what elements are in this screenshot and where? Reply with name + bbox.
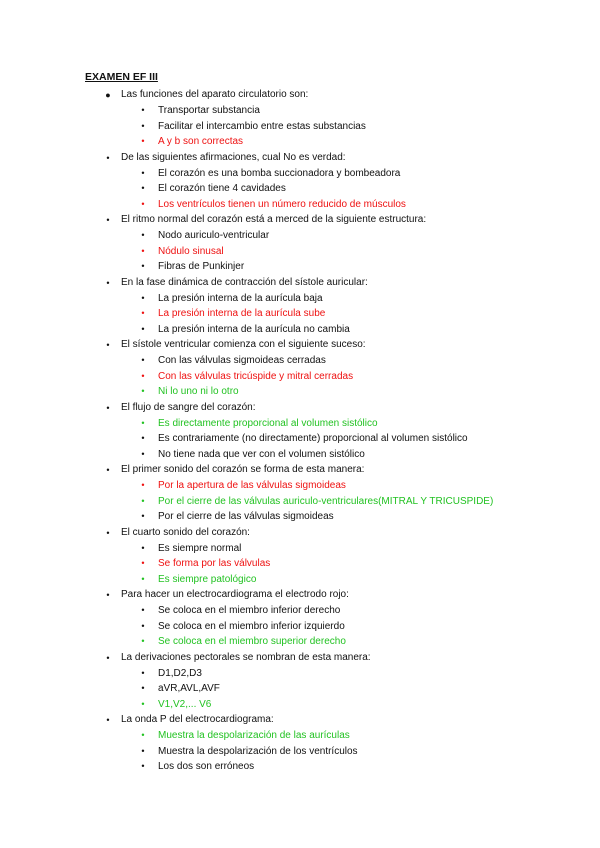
- question-text: Para hacer un electrocardiograma el electrodo rojo:: [121, 589, 349, 600]
- answer-option: [0, 603, 600, 619]
- answer-option: [0, 759, 600, 775]
- option-bullet: •: [141, 323, 145, 334]
- option-bullet: •: [141, 495, 145, 506]
- question-bullet: •: [106, 215, 110, 225]
- answer-option-green: [0, 384, 600, 400]
- option-text: El corazón tiene 4 cavidades: [158, 183, 286, 194]
- question-bullet: •: [106, 527, 110, 538]
- option-text: El corazón es una bomba succionadora y bombeadora: [158, 167, 401, 179]
- answer-option: [0, 431, 600, 447]
- option-text: No tiene nada que ver con el volumen sistólico: [158, 448, 365, 460]
- answer-option-green: [0, 697, 600, 713]
- option-bullet: •: [141, 105, 145, 115]
- option-bullet: •: [141, 136, 145, 146]
- answer-option-green: [0, 728, 600, 744]
- question-item: [0, 462, 600, 478]
- question-item: [0, 525, 600, 541]
- question-bullet: •: [106, 277, 110, 288]
- answer-option: [0, 259, 600, 275]
- option-text: Se coloca en el miembro inferior izquierdo: [158, 620, 345, 632]
- answer-option: [0, 166, 600, 182]
- option-bullet: •: [141, 730, 145, 740]
- answer-option-green: [0, 634, 600, 650]
- option-bullet: •: [141, 511, 145, 521]
- question-list: [0, 87, 600, 775]
- option-text: La presión interna de la aurícula no cambia: [158, 323, 350, 335]
- option-text: A y b son correctas: [158, 136, 244, 147]
- answer-option: [0, 447, 600, 463]
- option-bullet: •: [141, 636, 145, 646]
- question-text: El sístole ventricular comienza con el siguiente suceso:: [121, 339, 366, 350]
- question-bullet: •: [106, 715, 110, 725]
- question-text: El cuarto sonido del corazón:: [121, 526, 250, 538]
- question-text: La onda P del electrocardiograma:: [121, 714, 274, 725]
- option-bullet: •: [141, 605, 145, 615]
- option-text: Transportar substancia: [158, 105, 260, 116]
- document-title: EXAMEN EF III: [85, 71, 158, 83]
- question-text: En la fase dinámica de contracción del sístole auricular:: [121, 276, 368, 288]
- option-text: Con las válvulas tricúspide y mitral cerradas: [158, 370, 354, 382]
- option-text: D1,D2,D3: [158, 667, 202, 679]
- question-item: [0, 337, 600, 353]
- answer-option: [0, 291, 600, 307]
- answer-option-red: [0, 306, 600, 322]
- answer-option: [0, 103, 600, 119]
- option-text: V1,V2,... V6: [158, 698, 212, 710]
- option-text: Es directamente proporcional al volumen sistólico: [158, 417, 378, 429]
- answer-option-red: [0, 244, 600, 260]
- question-text: El primer sonido del corazón se forma de esta manera:: [121, 464, 365, 475]
- option-bullet: •: [141, 167, 145, 178]
- question-text: El ritmo normal del corazón está a merced de la siguiente estructura:: [121, 214, 427, 225]
- question-bullet: •: [106, 590, 110, 600]
- answer-option: [0, 181, 600, 197]
- option-bullet: •: [141, 683, 145, 693]
- question-item: [0, 212, 600, 228]
- option-text: Es siempre patológico: [158, 573, 257, 585]
- option-bullet: •: [141, 667, 145, 678]
- option-bullet: •: [141, 573, 145, 584]
- option-bullet: •: [141, 558, 145, 568]
- question-item: [0, 400, 600, 416]
- option-bullet: •: [141, 308, 145, 318]
- option-text: Muestra la despolarización de los ventrículos: [158, 745, 358, 757]
- option-bullet: •: [141, 198, 145, 209]
- answer-option-red: [0, 556, 600, 572]
- option-text: Por el cierre de las válvulas auriculo-ventriculares(MITRAL Y TRICUSPIDE): [158, 495, 494, 507]
- answer-option: [0, 228, 600, 244]
- answer-option-red: [0, 134, 600, 150]
- option-bullet: •: [141, 620, 145, 631]
- option-bullet: •: [141, 448, 145, 459]
- option-text: Facilitar el intercambio entre estas substancias: [158, 120, 366, 132]
- answer-option: [0, 509, 600, 525]
- answer-option: [0, 322, 600, 338]
- question-bullet: •: [106, 652, 110, 663]
- option-text: Fibras de Punkinjer: [158, 261, 245, 272]
- option-bullet: •: [141, 245, 145, 256]
- option-text: La presión interna de la aurícula sube: [158, 308, 326, 319]
- option-text: Nódulo sinusal: [158, 245, 224, 257]
- question-bullet: •: [106, 152, 110, 163]
- option-bullet: •: [141, 183, 145, 193]
- option-bullet: •: [141, 120, 145, 131]
- option-text: Ni lo uno ni lo otro: [158, 386, 239, 397]
- question-item: [0, 275, 600, 291]
- option-text: Los ventrículos tienen un número reducido de músculos: [158, 198, 406, 210]
- answer-option: [0, 681, 600, 697]
- option-bullet: •: [141, 370, 145, 381]
- answer-option-red: [0, 478, 600, 494]
- question-item: [0, 650, 600, 666]
- option-text: Se coloca en el miembro inferior derecho: [158, 605, 341, 616]
- question-bullet: •: [106, 465, 110, 475]
- option-bullet: •: [141, 355, 145, 365]
- option-bullet: •: [141, 386, 145, 396]
- question-item: [0, 587, 600, 603]
- option-text: aVR,AVL,AVF: [158, 683, 220, 694]
- question-text: De las siguientes afirmaciones, cual No es verdad:: [121, 151, 346, 163]
- option-text: Se coloca en el miembro superior derecho: [158, 636, 346, 647]
- option-text: Nodo auriculo-ventricular: [158, 230, 270, 241]
- answer-option-green: [0, 572, 600, 588]
- option-text: Con las válvulas sigmoideas cerradas: [158, 355, 326, 366]
- answer-option: [0, 119, 600, 135]
- answer-option: [0, 744, 600, 760]
- option-bullet: •: [141, 292, 145, 303]
- option-text: Es contrariamente (no directamente) proporcional al volumen sistólico: [158, 433, 468, 444]
- question-bullet: •: [106, 402, 110, 413]
- answer-option: [0, 619, 600, 635]
- option-bullet: •: [141, 417, 145, 428]
- option-bullet: •: [141, 433, 145, 443]
- option-bullet: •: [141, 230, 145, 240]
- answer-option-red: [0, 369, 600, 385]
- option-bullet: •: [141, 542, 145, 553]
- option-text: Muestra la despolarización de las aurículas: [158, 730, 350, 741]
- option-text: Por el cierre de las válvulas sigmoideas: [158, 511, 334, 522]
- question-bullet: •: [106, 340, 110, 350]
- option-bullet: •: [141, 480, 145, 490]
- answer-option-red: [0, 197, 600, 213]
- question-text: La derivaciones pectorales se nombran de esta manera:: [121, 651, 371, 663]
- question-item: [0, 150, 600, 166]
- option-text: La presión interna de la aurícula baja: [158, 292, 323, 304]
- option-bullet: •: [141, 761, 145, 771]
- question-item: [0, 87, 600, 103]
- answer-option: [0, 541, 600, 557]
- answer-option: [0, 353, 600, 369]
- option-text: Por la apertura de las válvulas sigmoideas: [158, 480, 346, 491]
- question-text: El flujo de sangre del corazón:: [121, 401, 256, 413]
- question-text: Las funciones del aparato circulatorio son:: [121, 89, 309, 100]
- option-bullet: •: [141, 698, 145, 709]
- option-bullet: •: [141, 261, 145, 271]
- option-text: Se forma por las válvulas: [158, 558, 271, 569]
- question-item: [0, 712, 600, 728]
- option-bullet: •: [141, 745, 145, 756]
- answer-option-green: [0, 416, 600, 432]
- option-text: Es siempre normal: [158, 542, 242, 554]
- answer-option-green: [0, 494, 600, 510]
- question-bullet: ●: [105, 90, 111, 100]
- answer-option: [0, 666, 600, 682]
- option-text: Los dos son erróneos: [158, 761, 255, 772]
